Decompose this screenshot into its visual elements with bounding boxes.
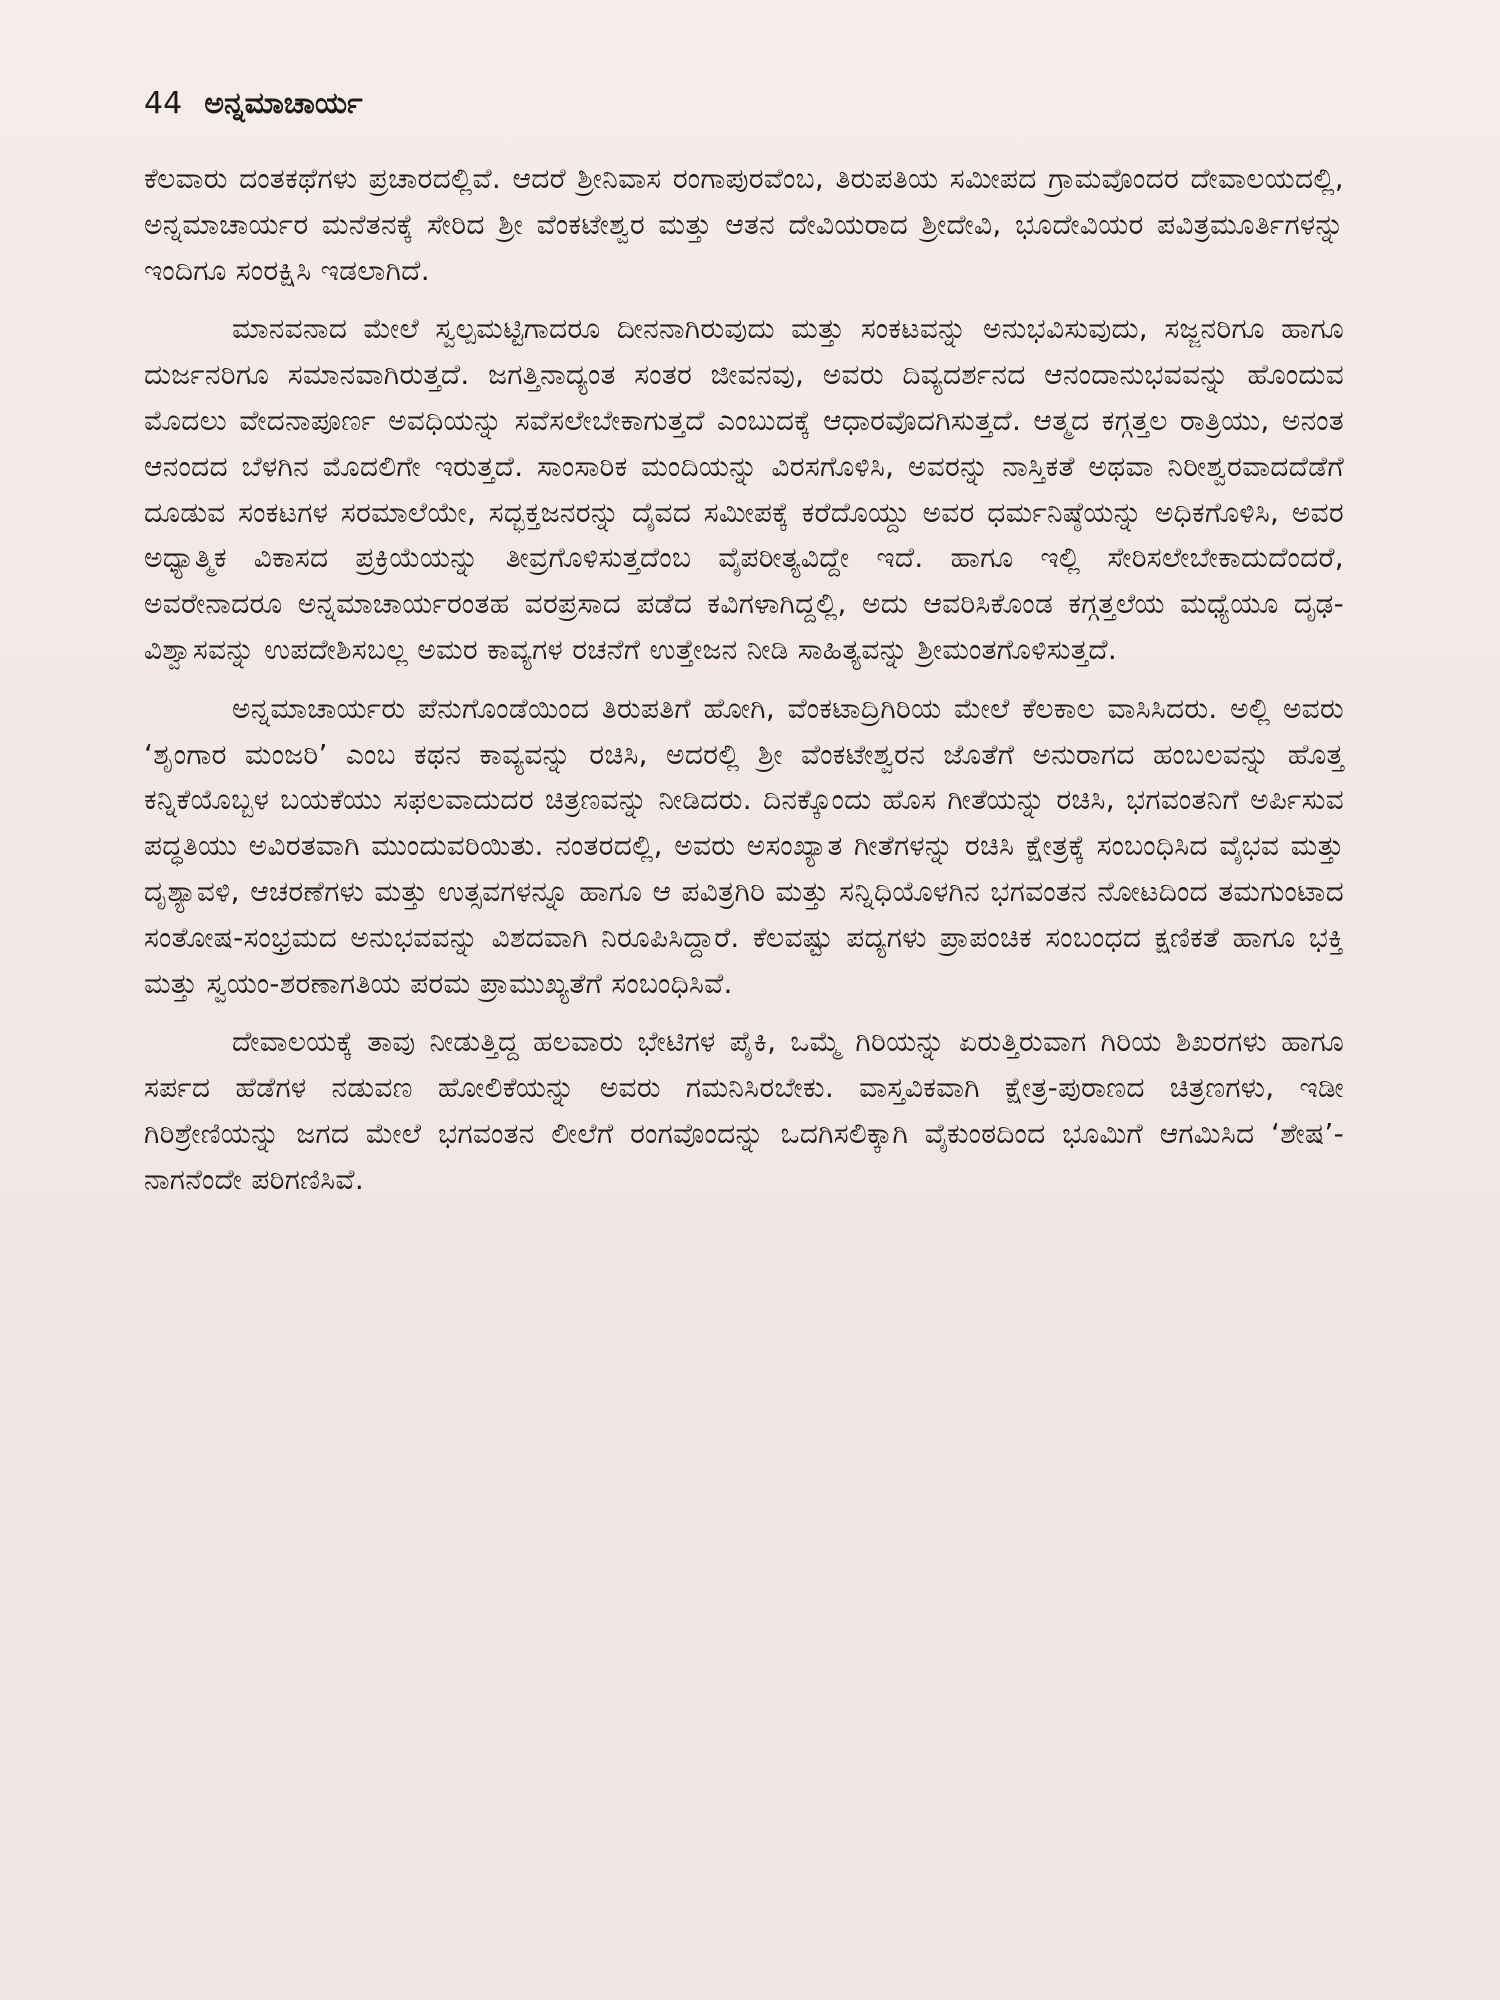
page-header — [144, 84, 363, 124]
body-text — [144, 156, 1344, 1203]
paragraph: ದೇವಾಲಯಕ್ಕೆ ತಾವು ನೀಡುತ್ತಿದ್ದ ಹಲವಾರು ಭೇಟಿಗಳ ಪೈಕಿ, ಒಮ್ಮೆ ಗಿರಿಯನ್ನು ಏರುತ್ತಿರುವಾಗ ಗಿರಿಯ ಶಿಖರಗಳು ಹಾಗೂ ಸರ್ಪದ ಹೆಡೆಗಳ ನಡುವಣ ಹೋಲಿಕೆಯನ್ನು ಅವರು ಗಮನಿಸಿರಬೇಕು. ವಾಸ್ತವಿಕವಾಗಿ ಕ್ಷೇತ್ರ-ಪುರಾಣದ ಚಿತ್ರಣಗಳು, ಇಡೀ ಗಿರಿಶ್ರೇಣಿಯನ್ನು ಜಗದ ಮೇಲೆ ಭಗವಂತನ ಲೀಲೆಗೆ ರಂಗವೊಂದನ್ನು ಒದಗಿಸಲಿಕ್ಕಾಗಿ ವೈಕುಂಠದಿಂದ ಭೂಮಿಗೆ ಆಗಮಿಸಿದ ‘ಶೇಷ’-ನಾಗನೆಂದೇ ಪರಿಗಣಿಸಿವೆ. — [144, 1025, 1344, 1196]
running-title: ಅನ್ನಮಾಚಾರ್ಯ — [204, 86, 363, 121]
paragraph: ಅನ್ನಮಾಚಾರ್ಯರು ಪೆನುಗೊಂಡೆಯಿಂದ ತಿರುಪತಿಗೆ ಹೋಗಿ, ವೆಂಕಟಾದ್ರಿಗಿರಿಯ ಮೇಲೆ ಕೆಲಕಾಲ ವಾಸಿಸಿದರು. ಅಲ್ಲಿ ಅವರು ‘ಶೃಂಗಾರ ಮಂಜರಿ’ ಎಂಬ ಕಥನ ಕಾವ್ಯವನ್ನು ರಚಿಸಿ, ಅದರಲ್ಲಿ ಶ್ರೀ ವೆಂಕಟೇಶ್ವರನ ಜೊತೆಗೆ ಅನುರಾಗದ ಹಂಬಲವನ್ನು ಹೊತ್ತ ಕನ್ನಿಕೆಯೊಬ್ಬಳ ಬಯಕೆಯು ಸಫಲವಾದುದರ ಚಿತ್ರಣವನ್ನು ನೀಡಿದರು. ದಿನಕ್ಕೊಂದು ಹೊಸ ಗೀತೆಯನ್ನು ರಚಿಸಿ, ಭಗವಂತನಿಗೆ ಅರ್ಪಿಸುವ ಪದ್ಧತಿಯು ಅವಿರತವಾಗಿ ಮುಂದುವರಿಯಿತು. ನಂತರದಲ್ಲಿ, ಅವರು ಅಸಂಖ್ಯಾತ ಗೀತೆಗಳನ್ನು ರಚಿಸಿ ಕ್ಷೇತ್ರಕ್ಕೆ ಸಂಬಂಧಿಸಿದ ವೈಭವ ಮತ್ತು ದೃಶ್ಯಾವಳಿ, ಆಚರಣೆಗಳು ಮತ್ತು ಉತ್ಸವಗಳನ್ನೂ ಹಾಗೂ ಆ ಪವಿತ್ರಗಿರಿ ಮತ್ತು ಸನ್ನಿಧಿಯೊಳಗಿನ ಭಗವಂತನ ನೋಟದಿಂದ ತಮಗುಂಟಾದ ಸಂತೋಷ-ಸಂಭ್ರಮದ ಅನುಭವವನ್ನು ವಿಶದವಾಗಿ ನಿರೂಪಿಸಿದ್ದಾರೆ. ಕೆಲವಷ್ಟು ಪದ್ಯಗಳು ಪ್ರಾಪಂಚಿಕ ಸಂಬಂಧದ ಕ್ಷಣಿಕತೆ ಹಾಗೂ ಭಕ್ತಿ ಮತ್ತು ಸ್ವಯಂ-ಶರಣಾಗತಿಯ ಪರಮ ಪ್ರಾಮುಖ್ಯತೆಗೆ ಸಂಬಂಧಿಸಿವೆ. — [144, 691, 1344, 1000]
paragraph: ಕೆಲವಾರು ದಂತಕಥೆಗಳು ಪ್ರಚಾರದಲ್ಲಿವೆ. ಆದರೆ ಶ್ರೀನಿವಾಸ ರಂಗಾಪುರವೆಂಬ, ತಿರುಪತಿಯ ಸಮೀಪದ ಗ್ರಾಮವೊಂದರ ದೇವಾಲಯದಲ್ಲಿ, ಅನ್ನಮಾಚಾರ್ಯರ ಮನೆತನಕ್ಕೆ ಸೇರಿದ ಶ್ರೀ ವೆಂಕಟೇಶ್ವರ ಮತ್ತು ಆತನ ದೇವಿಯರಾದ ಶ್ರೀದೇವಿ, ಭೂದೇವಿಯರ ಪವಿತ್ರಮೂರ್ತಿಗಳನ್ನು ಇಂದಿಗೂ ಸಂರಕ್ಷಿಸಿ ಇಡಲಾಗಿದೆ. — [144, 162, 1344, 287]
page-number: 44 — [144, 86, 183, 121]
paragraph: ಮಾನವನಾದ ಮೇಲೆ ಸ್ವಲ್ಪಮಟ್ಟಿಗಾದರೂ ದೀನನಾಗಿರುವುದು ಮತ್ತು ಸಂಕಟವನ್ನು ಅನುಭವಿಸುವುದು, ಸಜ್ಜನರಿಗೂ ಹಾಗೂ ದುರ್ಜನರಿಗೂ ಸಮಾನವಾಗಿರುತ್ತದೆ. ಜಗತ್ತಿನಾದ್ಯಂತ ಸಂತರ ಜೀವನವು, ಅವರು ದಿವ್ಯದರ್ಶನದ ಆನಂದಾನುಭವವನ್ನು ಹೊಂದುವ ಮೊದಲು ವೇದನಾಪೂರ್ಣ ಅವಧಿಯನ್ನು ಸವೆಸಲೇಬೇಕಾಗುತ್ತದೆ ಎಂಬುದಕ್ಕೆ ಆಧಾರವೊದಗಿಸುತ್ತದೆ. ಆತ್ಮದ ಕಗ್ಗತ್ತಲ ರಾತ್ರಿಯು, ಅನಂತ ಆನಂದದ ಬೆಳಗಿನ ಮೊದಲಿಗೇ ಇರುತ್ತದೆ. ಸಾಂಸಾರಿಕ ಮಂದಿಯನ್ನು ವಿರಸಗೊಳಿಸಿ, ಅವರನ್ನು ನಾಸ್ತಿಕತೆ ಅಥವಾ ನಿರೀಶ್ವರವಾದದೆಡೆಗೆ ದೂಡುವ ಸಂಕಟಗಳ ಸರಮಾಲೆಯೇ, ಸದ್ಭಕ್ತಜನರನ್ನು ದೈವದ ಸಮೀಪಕ್ಕೆ ಕರೆದೊಯ್ದು ಅವರ ಧರ್ಮನಿಷ್ಠೆಯನ್ನು ಅಧಿಕಗೊಳಿಸಿ, ಅವರ ಅಧ್ಯಾತ್ಮಿಕ ವಿಕಾಸದ ಪ್ರಕ್ರಿಯೆಯನ್ನು ತೀವ್ರಗೊಳಿಸುತ್ತದೆಂಬ ವೈಪರೀತ್ಯವಿದ್ದೇ ಇದೆ. ಹಾಗೂ ಇಲ್ಲಿ ಸೇರಿಸಲೇಬೇಕಾದುದೆಂದರೆ, ಅವರೇನಾದರೂ ಅನ್ನಮಾಚಾರ್ಯರಂತಹ ವರಪ್ರಸಾದ ಪಡೆದ ಕವಿಗಳಾಗಿದ್ದಲ್ಲಿ, ಅದು ಆವರಿಸಿಕೊಂಡ ಕಗ್ಗತ್ತಲೆಯ ಮಧ್ಯೆಯೂ ದೃಢ-ವಿಶ್ವಾಸವನ್ನು ಉಪದೇಶಿಸಬಲ್ಲ ಅಮರ ಕಾವ್ಯಗಳ ರಚನೆಗೆ ಉತ್ತೇಜನ ನೀಡಿ ಸಾಹಿತ್ಯವನ್ನು ಶ್ರೀಮಂತಗೊಳಿಸುತ್ತದೆ. — [144, 312, 1344, 666]
